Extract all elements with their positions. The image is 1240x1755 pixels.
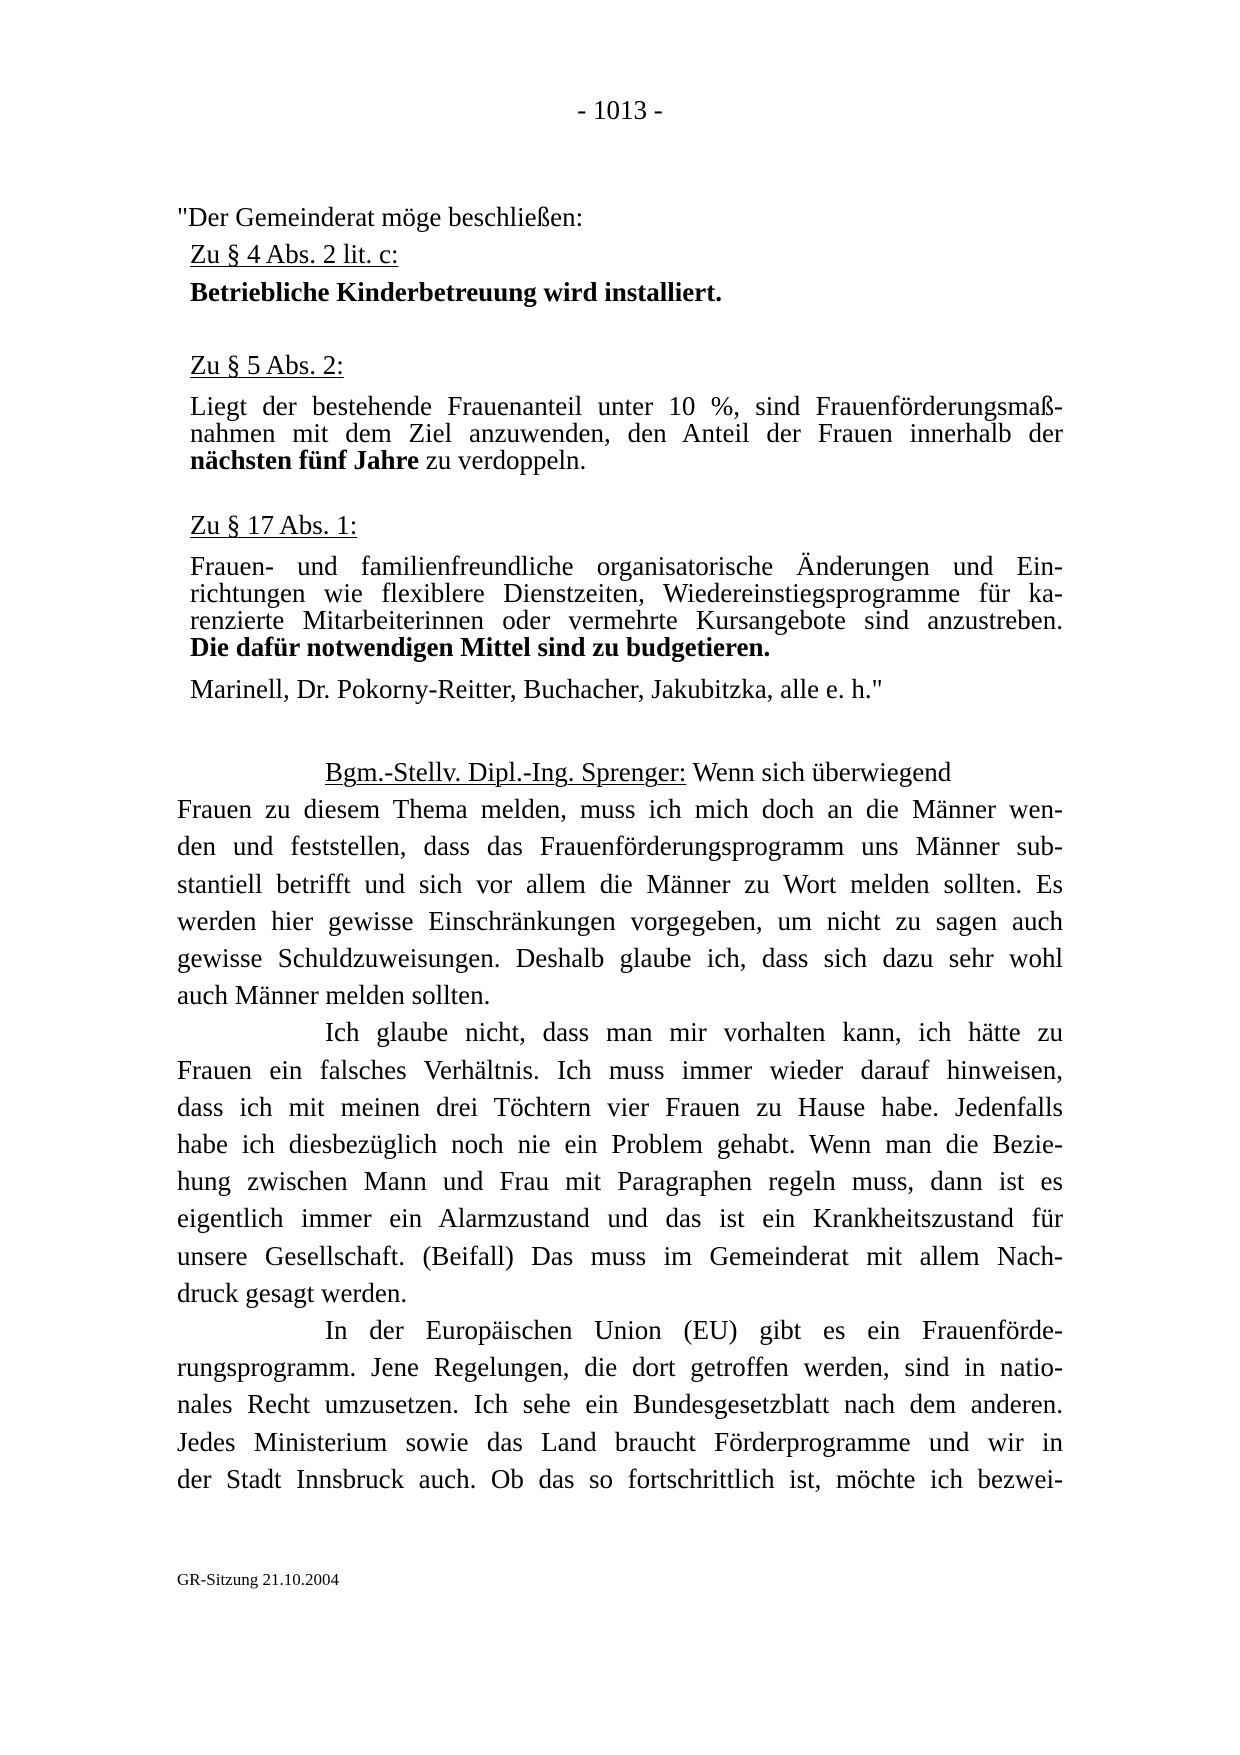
speech-line: eigentlich immer ein Alarmzustand und das ist ein Krankheitszustand für [177, 1203, 1063, 1234]
speech-line: den und feststellen, dass das Frauenförderungsprogramm uns Männer sub- [177, 831, 1063, 862]
section-2-heading: Zu § 5 Abs. 2: [190, 350, 344, 380]
speech-paragraph-1 [177, 754, 1063, 1014]
speech-line: werden hier gewisse Einschränkungen vorgegeben, um nicht zu sagen auch [177, 905, 1063, 936]
speech-paragraph-2 [177, 1014, 1063, 1312]
section-2-line-last [190, 447, 1063, 474]
footer-session-date: GR-Sitzung 21.10.2004 [177, 1570, 339, 1589]
motion-section-1 [190, 236, 1063, 310]
speech-line: druck gesagt werden. [177, 1277, 408, 1308]
motion-section-2 [190, 347, 1063, 474]
speech-paragraph-3 [177, 1312, 1063, 1498]
speech-line-text: Wenn sich überwiegend [686, 757, 952, 787]
speech-line: Ich glaube nicht, dass man mir vorhalten kann, ich hätte zu [325, 1017, 1063, 1048]
section-3-line: renzierte Mitarbeiterinnen oder vermehrte Kursangebote sind anzustreben. [190, 605, 1063, 635]
speech-line: hung zwischen Mann und Frau mit Paragraphen regeln muss, dann ist es [177, 1166, 1063, 1197]
speech-line: auch Männer melden sollten. [177, 980, 491, 1011]
speech-line: habe ich diesbezüglich noch nie ein Problem gehabt. Wenn man die Bezie- [177, 1129, 1063, 1160]
section-3-body [190, 553, 1063, 661]
section-2-line: Liegt der bestehende Frauenanteil unter 10 %, sind Frauenförderungsmaß- [190, 391, 1063, 421]
signers: Marinell, Dr. Pokorny-Reitter, Buchacher, Jakubitzka, alle e. h." [190, 674, 883, 704]
speech-line: unsere Gesellschaft. (Beifall) Das muss im Gemeinderat mit allem Nach- [177, 1240, 1063, 1271]
speech [177, 754, 1063, 1498]
page-number: - 1013 - [577, 95, 663, 125]
motion-section-3 [190, 507, 1063, 707]
speech-line: gewisse Schuldzuweisungen. Deshalb glaube ich, dass sich dazu sehr wohl [177, 943, 1063, 974]
section-2-line: nahmen mit dem Ziel anzuwenden, den Anteil der Frauen innerhalb der [190, 418, 1063, 448]
section-2-bold-phrase: nächsten fünf Jahre [190, 445, 420, 475]
section-3-heading: Zu § 17 Abs. 1: [190, 510, 358, 540]
speaker-name: Bgm.-Stellv. Dipl.-Ing. Sprenger: [325, 757, 687, 787]
speech-first-line [177, 754, 1063, 791]
section-2-body [190, 393, 1063, 474]
section-1-text: Betriebliche Kinderbetreuung wird installiert. [190, 277, 722, 307]
section-3-bold-line: Die dafür notwendigen Mittel sind zu budgetieren. [190, 632, 771, 662]
speech-line: Frauen zu diesem Thema melden, muss ich mich doch an die Männer wen- [177, 794, 1063, 825]
speech-line: Frauen ein falsches Verhältnis. Ich muss immer wieder darauf hinweisen, [177, 1054, 1063, 1085]
speech-line: rungsprogramm. Jene Regelungen, die dort getroffen werden, sind in natio- [177, 1352, 1063, 1383]
section-3-line: richtungen wie flexiblere Dienstzeiten, Wiedereinstiegsprogramme für ka- [190, 578, 1063, 608]
speech-line: der Stadt Innsbruck auch. Ob das so fortschrittlich ist, möchte ich bezwei- [177, 1463, 1063, 1494]
motion-intro: "Der Gemeinderat möge beschließen: [177, 202, 584, 232]
speech-line: dass ich mit meinen drei Töchtern vier Frauen zu Hause habe. Jedenfalls [177, 1091, 1063, 1122]
speech-line: stantiell betrifft und sich vor allem die Männer zu Wort melden sollten. Es [177, 868, 1063, 899]
speech-line: In der Europäischen Union (EU) gibt es ein Frauenförde- [325, 1315, 1063, 1346]
speech-line: Jedes Ministerium sowie das Land braucht Förderprogramme und wir in [177, 1426, 1063, 1457]
section-1-heading: Zu § 4 Abs. 2 lit. c: [190, 239, 399, 269]
speech-line: nales Recht umzusetzen. Ich sehe ein Bundesgesetzblatt nach dem anderen. [177, 1389, 1063, 1420]
section-2-line-rest: zu verdoppeln. [419, 445, 587, 475]
section-3-line: Frauen- und familienfreundliche organisatorische Änderungen und Ein- [190, 551, 1063, 581]
